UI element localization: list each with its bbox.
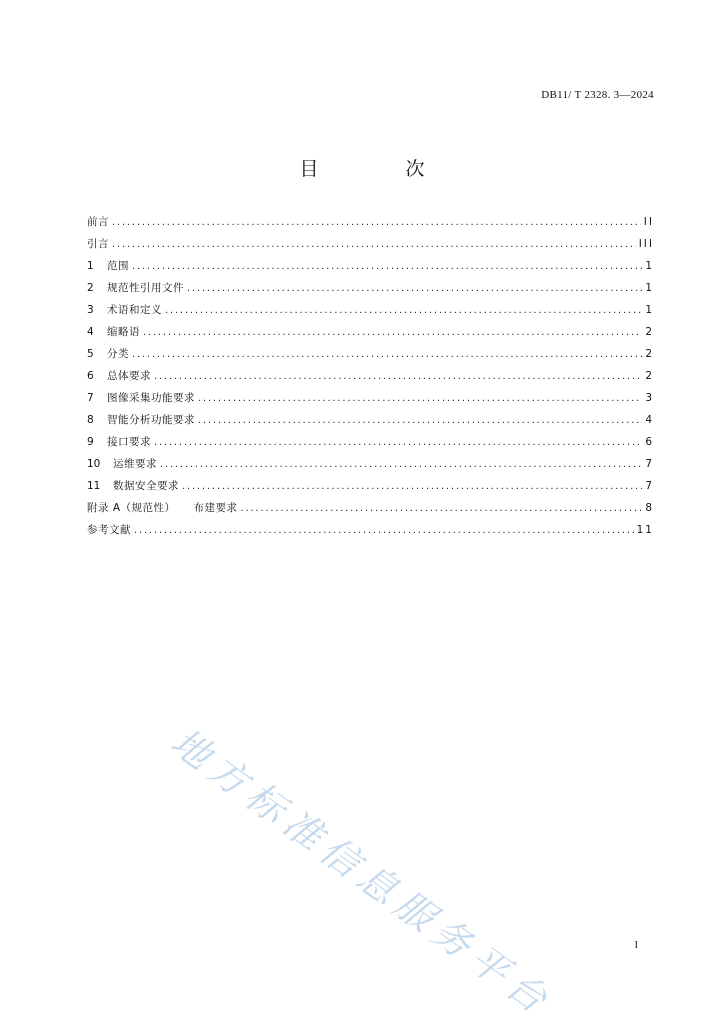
toc-entry-number: 8 <box>87 414 94 426</box>
page-number: I <box>634 940 638 951</box>
toc-entry[interactable] <box>87 258 654 280</box>
toc-entry-title <box>87 236 109 251</box>
toc-leader-dots <box>187 283 642 294</box>
toc-entry-title <box>107 412 195 427</box>
toc-entry-number: 4 <box>87 326 94 338</box>
toc-entry-title-sub: 布建要求 <box>193 502 238 514</box>
toc-leader-dots <box>132 349 642 360</box>
watermark: 地方标准信息服务平台 <box>163 719 562 1026</box>
toc-entry-title <box>113 478 179 493</box>
toc-entry-title-main: 前言 <box>87 216 109 228</box>
toc-entry-title <box>107 302 162 317</box>
toc-entry-title-main: 运维要求 <box>113 458 157 470</box>
toc-entry[interactable] <box>87 368 654 390</box>
toc-entry[interactable] <box>87 412 654 434</box>
toc-entry-title-main: 参考文献 <box>87 524 131 536</box>
document-number: DB11/ T 2328. 3—2024 <box>541 89 654 101</box>
toc-entry-number: 10 <box>87 458 101 470</box>
toc-entry[interactable] <box>87 236 654 258</box>
toc-entry[interactable] <box>87 522 654 544</box>
toc-leader-dots <box>132 261 642 272</box>
toc-entry-title-main: 引言 <box>87 238 109 250</box>
toc-entry[interactable] <box>87 390 654 412</box>
toc-entry-title <box>107 258 129 273</box>
toc-leader-dots <box>112 239 636 250</box>
toc-entry-page: 11 <box>636 524 654 536</box>
toc-entry-title-main: 分类 <box>107 348 129 360</box>
toc-leader-dots <box>182 481 642 492</box>
toc-leader-dots <box>154 437 642 448</box>
toc-entry-page: II <box>643 216 654 228</box>
toc-entry-page: 8 <box>645 502 654 514</box>
toc-entry-page: 3 <box>645 392 654 404</box>
table-of-contents <box>87 214 654 544</box>
toc-entry-number: 6 <box>87 370 94 382</box>
toc-entry-page: 2 <box>645 370 654 382</box>
toc-entry-number: 5 <box>87 348 94 360</box>
toc-leader-dots <box>112 217 641 228</box>
toc-leader-dots <box>198 393 642 404</box>
toc-entry-title <box>107 434 151 449</box>
toc-title: 目 次 <box>299 158 459 180</box>
toc-leader-dots <box>198 415 642 426</box>
toc-entry-page: 1 <box>645 304 654 316</box>
toc-entry[interactable] <box>87 324 654 346</box>
toc-leader-dots <box>143 327 642 338</box>
toc-entry-number: 9 <box>87 436 94 448</box>
toc-leader-dots <box>134 525 634 536</box>
toc-entry-page: 2 <box>645 326 654 338</box>
toc-entry-page: 7 <box>645 480 654 492</box>
toc-entry[interactable] <box>87 214 654 236</box>
toc-entry-title <box>87 214 109 229</box>
toc-entry[interactable] <box>87 434 654 456</box>
toc-entry-number: 7 <box>87 392 94 404</box>
toc-entry-title <box>107 390 195 405</box>
toc-entry-title <box>87 500 238 515</box>
toc-entry[interactable] <box>87 500 654 522</box>
toc-entry-number: 3 <box>87 304 94 316</box>
toc-entry[interactable] <box>87 302 654 324</box>
toc-entry-page: 1 <box>645 282 654 294</box>
toc-leader-dots <box>160 459 642 470</box>
toc-entry-title-main: 图像采集功能要求 <box>107 392 195 404</box>
toc-entry-title-main: 接口要求 <box>107 436 151 448</box>
toc-entry-title-main: 术语和定义 <box>107 304 162 316</box>
toc-entry-title-main: 规范性引用文件 <box>107 282 184 294</box>
toc-entry-title-main: 缩略语 <box>107 326 140 338</box>
toc-entry-page: 4 <box>645 414 654 426</box>
toc-entry-number: 2 <box>87 282 94 294</box>
toc-entry[interactable] <box>87 478 654 500</box>
toc-entry-title-main: 总体要求 <box>107 370 151 382</box>
toc-entry-title <box>107 324 140 339</box>
toc-entry[interactable] <box>87 456 654 478</box>
toc-entry-number: 1 <box>87 260 94 272</box>
toc-entry-title-main: 数据安全要求 <box>113 480 179 492</box>
toc-entry-title <box>107 346 129 361</box>
toc-entry-title-main: 智能分析功能要求 <box>107 414 195 426</box>
toc-entry-page: III <box>638 238 654 250</box>
toc-leader-dots <box>241 503 643 514</box>
toc-entry[interactable] <box>87 280 654 302</box>
toc-entry-page: 2 <box>645 348 654 360</box>
toc-entry-page: 1 <box>645 260 654 272</box>
toc-entry-title-main: 范围 <box>107 260 129 272</box>
toc-entry-number: 11 <box>87 480 101 492</box>
toc-entry-page: 7 <box>645 458 654 470</box>
toc-entry-title-main: 附录 A（规范性） <box>87 502 176 514</box>
toc-entry-title <box>107 368 151 383</box>
toc-leader-dots <box>165 305 642 316</box>
toc-entry-page: 6 <box>645 436 654 448</box>
toc-entry[interactable] <box>87 346 654 368</box>
toc-leader-dots <box>154 371 642 382</box>
toc-entry-title <box>113 456 157 471</box>
toc-entry-title <box>87 522 131 537</box>
toc-entry-title <box>107 280 184 295</box>
